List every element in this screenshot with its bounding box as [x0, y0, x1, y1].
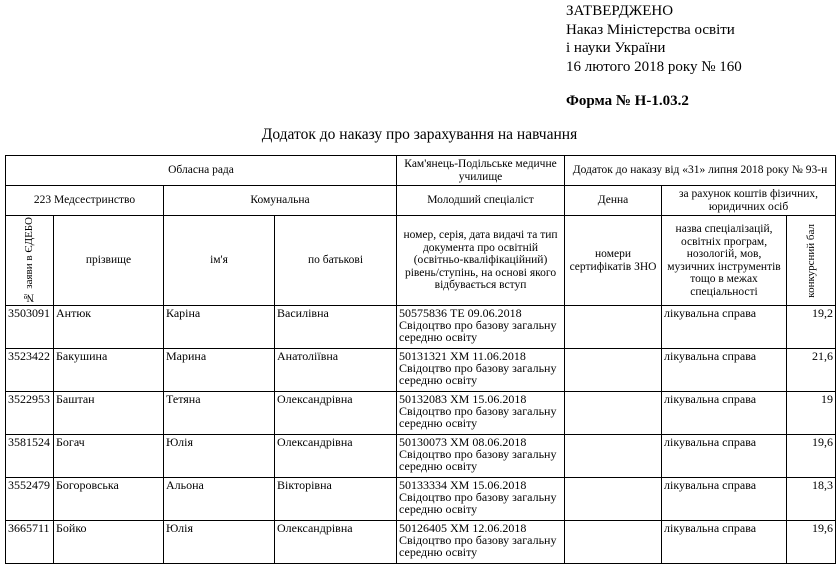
surname-cell: Богач	[54, 435, 164, 478]
zno-cell	[565, 435, 662, 478]
enrollment-table	[5, 155, 836, 564]
app-no-cell: 3581524	[6, 435, 54, 478]
table-row	[6, 349, 836, 392]
doc-number: 50133334 ХМ 15.06.2018	[399, 478, 527, 492]
table-row	[6, 306, 836, 349]
app-no-cell: 3522953	[6, 392, 54, 435]
surname-header: прізвище	[54, 216, 164, 306]
doc-number: 50130073 ХМ 08.06.2018	[399, 435, 527, 449]
document-cell	[397, 478, 565, 521]
score-header	[787, 216, 836, 306]
doc-type: Свідоцтво про базову загальну середню освіту	[399, 361, 557, 387]
name-cell: Каріна	[164, 306, 275, 349]
patronymic-cell: Олександрівна	[275, 521, 397, 564]
order-header: Додаток до наказу від «31» липня 2018 року № 93-н	[565, 156, 836, 186]
name-cell: Альона	[164, 478, 275, 521]
level-header: Молодший спеціаліст	[397, 186, 565, 216]
surname-cell: Баштан	[54, 392, 164, 435]
score-cell: 21,6	[787, 349, 836, 392]
surname-cell: Антюк	[54, 306, 164, 349]
name-cell: Марина	[164, 349, 275, 392]
program-cell: лікувальна справа	[662, 349, 787, 392]
funding-header: за рахунок коштів фізичних, юридичних осіб	[662, 186, 836, 216]
patronymic-cell: Анатоліївна	[275, 349, 397, 392]
table-row	[6, 478, 836, 521]
zno-header: номери сертифікатів ЗНО	[565, 216, 662, 306]
study-form-header: Денна	[565, 186, 662, 216]
document-cell	[397, 521, 565, 564]
score-cell: 19	[787, 392, 836, 435]
document-cell	[397, 349, 565, 392]
header-row-1	[6, 156, 836, 186]
name-header: ім'я	[164, 216, 275, 306]
doc-number: 50131321 ХМ 11.06.2018	[399, 349, 526, 363]
score-cell: 19,6	[787, 435, 836, 478]
document-cell	[397, 435, 565, 478]
patronymic-header: по батькові	[275, 216, 397, 306]
table-row	[6, 435, 836, 478]
app-no-cell: 3503091	[6, 306, 54, 349]
approval-line: 16 лютого 2018 року № 160	[566, 58, 742, 75]
table-row	[6, 392, 836, 435]
program-cell: лікувальна справа	[662, 435, 787, 478]
approval-stamp	[566, 2, 742, 76]
zno-cell	[565, 392, 662, 435]
doc-type: Свідоцтво про базову загальну середню освіту	[399, 318, 557, 344]
doc-type: Свідоцтво про базову загальну середню освіту	[399, 447, 557, 473]
app-no-cell: 3665711	[6, 521, 54, 564]
name-cell: Тетяна	[164, 392, 275, 435]
doc-number: 50126405 ХМ 12.06.2018	[399, 521, 527, 535]
program-header: назва спеціалізацій, освітніх програм, нозологій, мов, музичних інструментів тощо в межах спеціальності	[662, 216, 787, 306]
approval-line: Наказ Міністерства освіти	[566, 21, 735, 38]
app-no-header	[6, 216, 54, 306]
header-row-3	[6, 216, 836, 306]
document-cell	[397, 306, 565, 349]
ownership-header: Комунальна	[164, 186, 397, 216]
program-cell: лікувальна справа	[662, 521, 787, 564]
council-header: Обласна рада	[6, 156, 397, 186]
program-cell: лікувальна справа	[662, 306, 787, 349]
approval-line: ЗАТВЕРДЖЕНО	[566, 3, 674, 19]
surname-cell: Богоровська	[54, 478, 164, 521]
doc-number: 50132083 ХМ 15.06.2018	[399, 392, 527, 406]
surname-cell: Бакушина	[54, 349, 164, 392]
approval-line: і науки України	[566, 40, 666, 56]
score-cell: 19,6	[787, 521, 836, 564]
doc-type: Свідоцтво про базову загальну середню освіту	[399, 533, 557, 559]
zno-cell	[565, 521, 662, 564]
document-header: номер, серія, дата видачі та тип документа про освітній (освітньо-кваліфікаційний) рівень/ступінь, на основі якого відбувається вступ	[397, 216, 565, 306]
specialty-header: 223 Медсестринство	[6, 186, 164, 216]
name-cell: Юлія	[164, 521, 275, 564]
program-cell: лікувальна справа	[662, 478, 787, 521]
zno-cell	[565, 349, 662, 392]
form-number: Форма № Н-1.03.2	[566, 93, 689, 109]
document-cell	[397, 392, 565, 435]
zno-cell	[565, 478, 662, 521]
doc-type: Свідоцтво про базову загальну середню освіту	[399, 404, 557, 430]
doc-type: Свідоцтво про базову загальну середню освіту	[399, 490, 557, 516]
app-no-cell: 3523422	[6, 349, 54, 392]
doc-number: 50575836 ТЕ 09.06.2018	[399, 306, 522, 320]
patronymic-cell: Олександрівна	[275, 435, 397, 478]
document-title: Додаток до наказу про зарахування на навчання	[261, 126, 578, 143]
app-no-cell: 3552479	[6, 478, 54, 521]
name-cell: Юлія	[164, 435, 275, 478]
program-cell: лікувальна справа	[662, 392, 787, 435]
institution-header: Кам'янець-Подільське медичне училище	[397, 156, 565, 186]
patronymic-cell: Василівна	[275, 306, 397, 349]
header-row-2	[6, 186, 836, 216]
score-cell: 19,2	[787, 306, 836, 349]
score-header-text: конкурсний бал	[804, 223, 817, 298]
zno-cell	[565, 306, 662, 349]
patronymic-cell: Вікторівна	[275, 478, 397, 521]
patronymic-cell: Олександрівна	[275, 392, 397, 435]
surname-cell: Бойко	[54, 521, 164, 564]
score-cell: 18,3	[787, 478, 836, 521]
table-row	[6, 521, 836, 564]
app-no-header-text: № заяви в ЄДЕБО	[23, 217, 36, 304]
